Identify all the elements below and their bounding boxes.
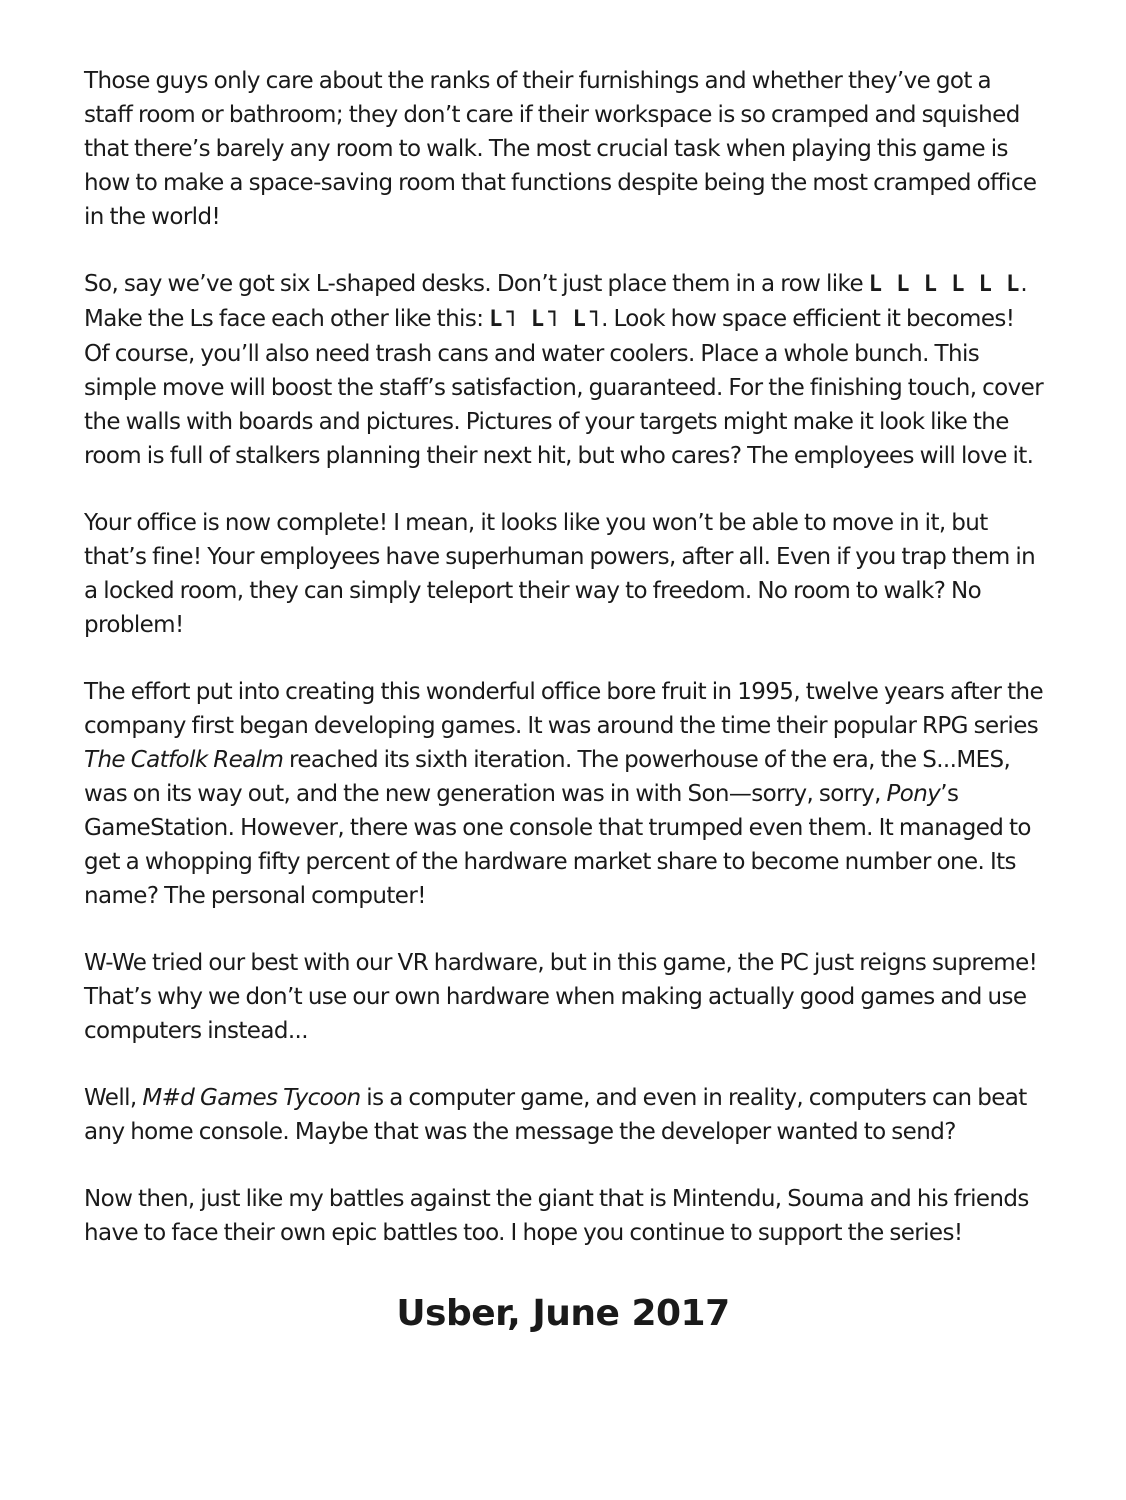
brand-italic: Pony: [886, 781, 941, 807]
paragraph-text: Your office is now complete! I mean, it looks like you won’t be able to move in it, but that’s fine! Your employees have superhuman powers, after all. Even if you trap them in a locked room, they can simply teleport their way to freedom. No room to walk? No problem!: [84, 510, 1036, 638]
paragraph-text: Those guys only care about the ranks of their furnishings and whether they’ve got a staff room or bathroom; they don’t care if their workspace is so cramped and squished that there’s barely any room to walk. The most crucial task when playing this game is how to make a space-saving room that functions despite being the most cramped office in the world!: [84, 68, 1037, 230]
paragraph: [84, 1081, 1044, 1149]
paragraph: [84, 64, 1044, 234]
paragraph-text: The effort put into creating this wonderful office bore fruit in 1995, twelve years after the company first began developing games. It was around the time their popular RPG series: [84, 679, 1044, 739]
paragraph-text: W-We tried our best with our VR hardware, but in this game, the PC just reigns supreme! That’s why we don’t use our own hardware when making actually good games and use computers instead...: [84, 950, 1038, 1044]
document-body: [84, 64, 1044, 1283]
desk-row-glyph: L L L L L L: [868, 272, 1021, 297]
paragraph: [84, 506, 1044, 642]
paragraph-text: is a computer game, and even in reality, computers can beat any home console. Maybe that was the message the developer wanted to send?: [84, 1085, 1027, 1145]
paragraph-text: Well,: [84, 1085, 143, 1111]
desk-facing-glyph: L˥ L˥ L˥: [489, 307, 602, 332]
paragraph: [84, 267, 1044, 473]
author-signature: Usber, June 2017: [396, 1293, 730, 1334]
paragraph-text: Now then, just like my battles against the giant that is Mintendu, Souma and his friends have to face their own epic battles too. I hope you continue to support the series!: [84, 1186, 1029, 1246]
paragraph: [84, 675, 1044, 913]
paragraph-text: reached its sixth iteration. The powerhouse of the era, the S...MES, was on its way out, and the new generation was in with Son—sorry, sorry,: [84, 747, 1011, 807]
game-title-italic: The Catfolk Realm: [84, 747, 284, 773]
game-title-italic: M#d Games Tycoon: [142, 1085, 361, 1111]
paragraph-text: . Look how space efficient it becomes! Of course, you’ll also need trash cans and water coolers. Place a whole bunch. This simple move will boost the staff’s satisfaction, guaranteed. For the finishing touch, cover the walls with boards and pictures. Pictures of your targets might make it look like the room is full of stalkers planning their next hit, but who cares? The employees will love it.: [84, 306, 1044, 469]
paragraph-text: . Make the Ls face each other like this:: [84, 271, 1028, 332]
paragraph: [84, 1182, 1044, 1250]
paragraph-text: So, say we’ve got six L-shaped desks. Don’t just place them in a row like: [84, 271, 869, 297]
paragraph: [84, 946, 1044, 1048]
paragraph-text: ’s GameStation. However, there was one console that trumped even them. It managed to get a whopping fifty percent of the hardware market share to become number one. Its name? The personal computer!: [84, 781, 1031, 909]
